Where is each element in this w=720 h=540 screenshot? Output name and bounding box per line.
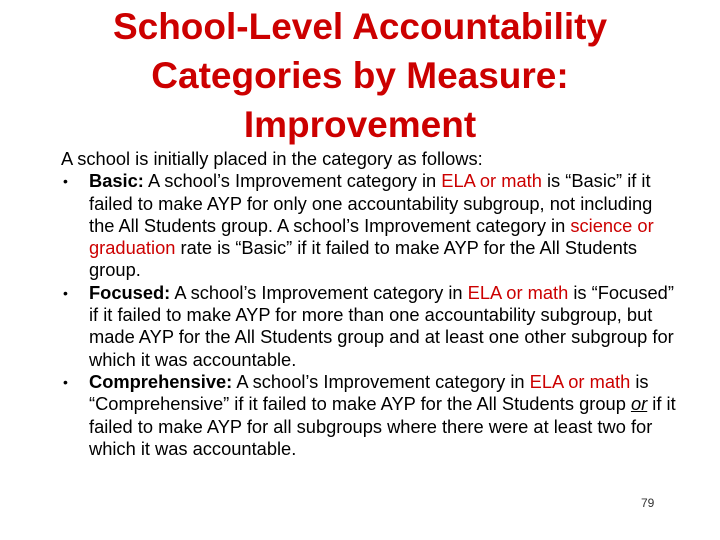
- bullet-dot-icon: •: [63, 284, 68, 301]
- term-comprehensive: Comprehensive:: [89, 370, 233, 392]
- basic-highlight-ela-math: ELA or math: [441, 170, 542, 192]
- slide-body: [61, 148, 681, 460]
- bullet-dot-icon: •: [63, 173, 68, 190]
- comprehensive-text-2: is “Comprehensive” if it failed to make AYP for the All Students group: [89, 370, 649, 415]
- intro-text: A school is initially placed in the category as follows:: [61, 148, 483, 169]
- term-focused: Focused:: [89, 281, 171, 303]
- focused-text-2: is “Focused” if it failed to make AYP for more than one accountability subgroup, but made AYP for the All Students group and at least one other subgroup for which it was accountable.: [89, 281, 674, 370]
- bullet-focused: [61, 282, 681, 371]
- title-line-3: Improvement: [243, 104, 477, 145]
- comprehensive-text-3: if it failed to make AYP for all subgroups where there were at least two for which it was accountable.: [89, 393, 676, 459]
- basic-text-3: rate is “Basic” if it failed to make AYP for the All Students group.: [89, 237, 638, 281]
- slide-title: [60, 2, 660, 149]
- comprehensive-text-1: A school’s Improvement category in: [232, 370, 530, 392]
- category-list: [61, 170, 681, 460]
- basic-text-1: A school’s Improvement category in: [143, 170, 442, 192]
- term-basic: Basic:: [89, 170, 144, 192]
- focused-text-1: A school’s Improvement category in: [170, 281, 468, 303]
- comprehensive-emphasis-or: or: [630, 393, 648, 415]
- basic-highlight-science-graduation: science or graduation: [89, 214, 654, 259]
- page-number: 79: [641, 496, 655, 510]
- bullet-basic: [61, 170, 681, 281]
- bullet-comprehensive: [61, 371, 681, 460]
- title-line-1: School-Level Accountability: [112, 6, 608, 47]
- bullet-dot-icon: •: [63, 373, 68, 390]
- focused-highlight-ela-math: ELA or math: [467, 281, 569, 303]
- comprehensive-highlight-ela-math: ELA or math: [529, 370, 631, 392]
- basic-text-2: is “Basic” if it failed to make AYP for only one accountability subgroup, not including the All Students group. A school’s Improvement category in: [89, 170, 653, 236]
- title-line-2: Categories by Measure:: [151, 55, 569, 96]
